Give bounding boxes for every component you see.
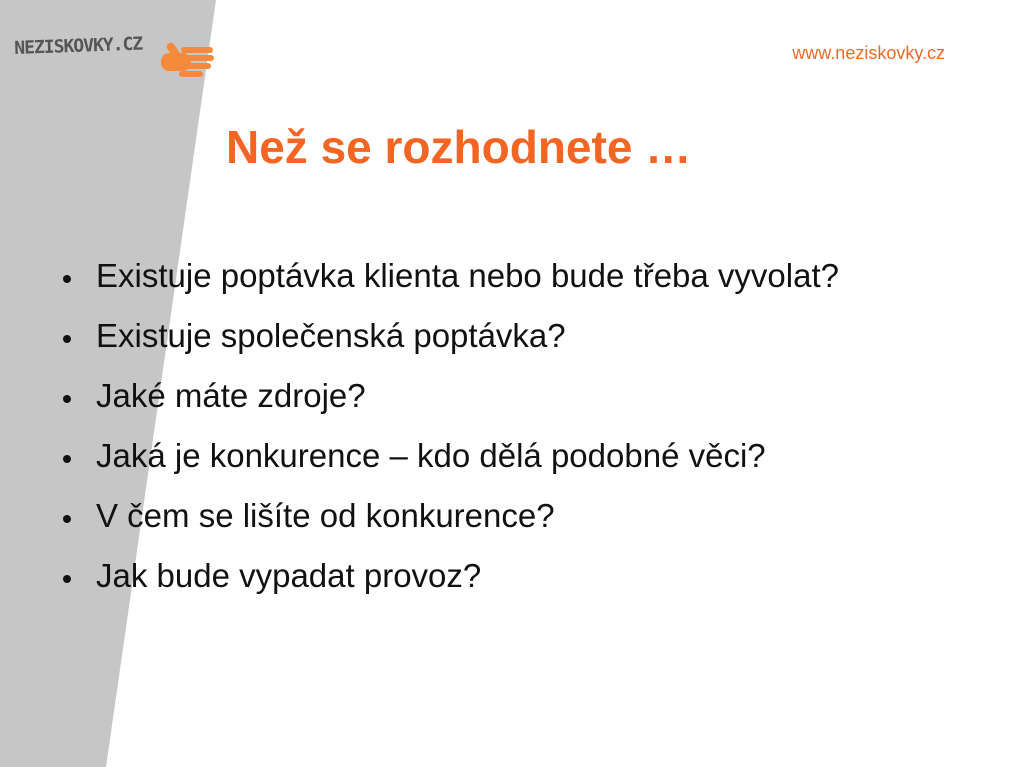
logo-tld: .CZ bbox=[112, 33, 143, 56]
bullet-item bbox=[60, 436, 940, 475]
bullet-text: Jaké máte zdroje? bbox=[96, 377, 366, 414]
bullet-item bbox=[60, 376, 940, 415]
bullet-dot-icon bbox=[63, 455, 71, 463]
bullet-dot-icon bbox=[63, 575, 71, 583]
bullet-item bbox=[60, 556, 940, 595]
bullet-item bbox=[60, 256, 940, 295]
bullet-dot-icon bbox=[63, 275, 71, 283]
logo-brand: NEZISKOVKY bbox=[14, 34, 114, 59]
bullet-text: V čem se lišíte od konkurence? bbox=[96, 497, 555, 534]
bullet-text: Jaká je konkurence – kdo dělá podobné věci? bbox=[96, 437, 766, 474]
bullet-list bbox=[60, 256, 940, 616]
bullet-text: Existuje poptávka klienta nebo bude třeba vyvolat? bbox=[96, 257, 839, 294]
logo bbox=[14, 33, 204, 84]
bullet-dot-icon bbox=[63, 515, 71, 523]
bullet-dot-icon bbox=[63, 335, 71, 343]
bullet-text: Jak bude vypadat provoz? bbox=[96, 557, 482, 594]
hand-icon bbox=[159, 40, 215, 82]
site-url[interactable]: www.neziskovky.cz bbox=[792, 43, 945, 63]
bullet-item bbox=[60, 316, 940, 355]
slide-title: Než se rozhodnete … bbox=[226, 121, 692, 173]
logo-wordmark bbox=[14, 34, 143, 59]
bullet-dot-icon bbox=[63, 395, 71, 403]
bullet-item bbox=[60, 496, 940, 535]
bullet-text: Existuje společenská poptávka? bbox=[96, 317, 566, 354]
